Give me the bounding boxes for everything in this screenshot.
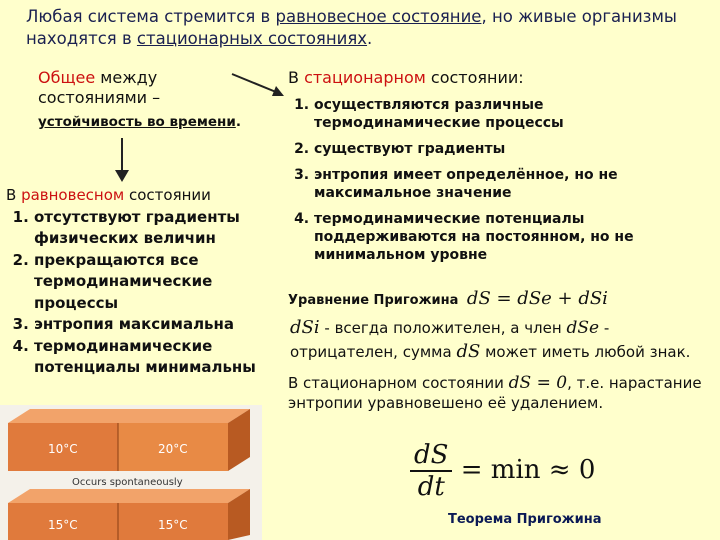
equation-formula: dS = dSe + dSi — [466, 288, 608, 309]
theorem-label: Теорема Пригожина — [448, 512, 602, 527]
arrow-right-icon — [230, 70, 286, 100]
common-feature-block: Общее между состояниями – устойчивость во времени. — [38, 68, 241, 130]
stationary-entropy-line: В стационарном состоянии dS = 0, т.е. нарастание энтропии уравновешено её удалением. — [288, 373, 702, 412]
image-caption: Occurs spontaneously — [72, 477, 183, 488]
entropy-rate-formula: $\frac{dS}{dt}$ = min ≈ 0 — [410, 440, 595, 502]
link-stationary[interactable]: стационарных состояниях — [136, 29, 368, 48]
prigogine-equation: Уравнение Пригожина dS = dSe + dSi — [288, 288, 608, 309]
slide-title: Любая система стремится в равновесное состояние, но живые организмы находятся в стационарных состояниях. — [26, 7, 677, 48]
stationary-list — [288, 96, 713, 264]
list-item: 1. отсутствуют градиенты физических величин — [34, 207, 276, 250]
temp-label-bottom-left: 15°C — [48, 518, 78, 532]
list-item: 2. прекращаются все термодинамические процессы — [34, 250, 276, 315]
equilibrium-block: В равновесном состоянии 1. отсутствуют градиенты физических величин 2. прекращаются все термодинамические процессы 3. энтропия максимальна 4. термодинамические потенциалы минимальны — [6, 185, 276, 379]
link-stability[interactable]: устойчивость во времени — [38, 114, 236, 130]
temp-label-top-right: 20°C — [158, 442, 188, 456]
list-item: 2. существуют градиенты — [314, 140, 713, 158]
fraction: $\frac{dS}{dt}$ — [410, 440, 452, 502]
heat-transfer-image — [0, 405, 262, 540]
list-item: 4. термодинамические потенциалы минимальны — [34, 336, 276, 379]
list-item: 1. осуществляются различные термодинамические процессы — [314, 96, 713, 132]
list-item: 3. энтропия максимальна — [34, 314, 276, 336]
link-equilibrium[interactable]: равновесное состояние — [275, 7, 482, 26]
stationary-heading: В стационарном состоянии: — [288, 68, 524, 87]
dsi-explanation: dSi - всегда положителен, а член dSe - отрицателен, сумма dS может иметь любой знак. — [290, 317, 691, 362]
temp-label-bottom-right: 15°C — [158, 518, 188, 532]
list-item: 4. термодинамические потенциалы поддерживаются на постоянном, но не минимальном уровне — [314, 210, 713, 264]
arrow-down-icon — [112, 138, 132, 184]
list-item: 3. энтропия имеет определённое, но не максимальное значение — [314, 166, 713, 202]
temp-label-top-left: 10°C — [48, 442, 78, 456]
stationary-block — [288, 96, 713, 272]
equilibrium-list — [6, 207, 276, 379]
